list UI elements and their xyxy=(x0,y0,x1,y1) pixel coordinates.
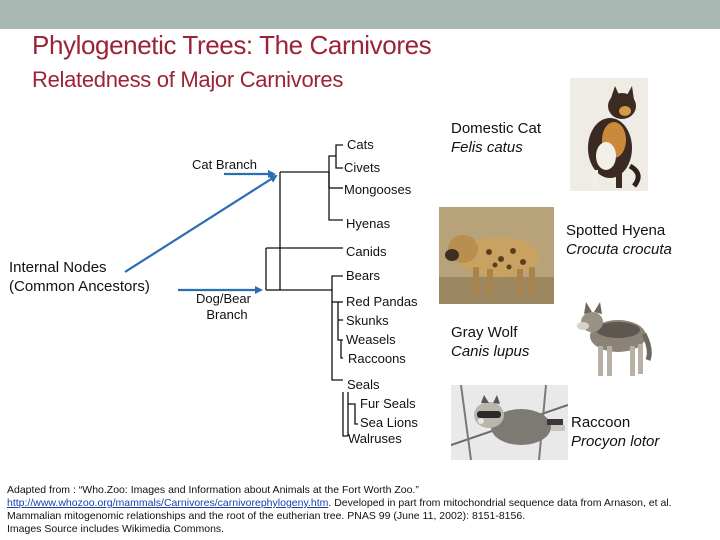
raccoon-photo xyxy=(451,385,568,460)
taxon-canids: Canids xyxy=(346,244,387,259)
dog-bear-branch-label: Dog/Bear Branch xyxy=(196,291,251,322)
slide-title: Phylogenetic Trees: The Carnivores xyxy=(32,30,432,60)
spotted-hyena-photo xyxy=(439,207,554,304)
taxon-bears: Bears xyxy=(346,268,380,283)
taxon-seals: Seals xyxy=(347,377,380,392)
species-cat-label: Domestic Cat Felis catus xyxy=(451,120,542,156)
taxon-red-pandas: Red Pandas xyxy=(346,294,418,309)
whozoo-source-link[interactable]: http://www.whozoo.org/mammals/Carnivores/carnivorephylogeny.htm xyxy=(7,497,329,509)
hyena-node xyxy=(329,172,343,220)
cats-civets-node xyxy=(336,145,343,168)
arctoid-node xyxy=(280,276,343,290)
domestic-cat-photo xyxy=(570,78,648,191)
taxon-civets: Civets xyxy=(344,160,381,175)
taxon-raccoons: Raccoons xyxy=(348,351,406,366)
species-raccoon-label: Raccoon Procyon lotor xyxy=(571,414,660,450)
taxon-weasels: Weasels xyxy=(346,332,396,347)
taxon-hyenas: Hyenas xyxy=(346,216,391,231)
slide-subtitle: Relatedness of Major Carnivores xyxy=(32,67,344,92)
cat-branch-node xyxy=(329,156,336,188)
species-wolf-label: Gray Wolf Canis lupus xyxy=(451,324,530,360)
internal-nodes-label: Internal Nodes (Common Ancestors) xyxy=(9,259,150,295)
taxon-skunks: Skunks xyxy=(346,313,389,328)
species-hyena-label: Spotted Hyena Crocuta crocuta xyxy=(566,222,672,258)
source-citation: Adapted from : “Who.Zoo: Images and Information about Animals at the Fort Worth Zoo.” http://www.whozoo.org/mammals/Carnivores/carnivorephylogeny.htm. Developed in part from mitochondrial sequence data from Arnason, et al. Mammalian mitogenomic relationships and the root of the eutherian tree. PNAS 99 (June 11, 2002): 8151-8156. Images Source includes Wikimedia Commons. xyxy=(7,484,672,535)
taxon-fur-seals: Fur Seals xyxy=(360,396,416,411)
cat-branch-label: Cat Branch xyxy=(192,157,258,172)
taxon-mongooses: Mongooses xyxy=(344,182,412,197)
taxon-cats: Cats xyxy=(347,137,374,152)
taxon-walruses: Walruses xyxy=(348,431,402,446)
gray-wolf-photo xyxy=(574,290,654,382)
taxon-sea-lions: Sea Lions xyxy=(360,415,418,430)
